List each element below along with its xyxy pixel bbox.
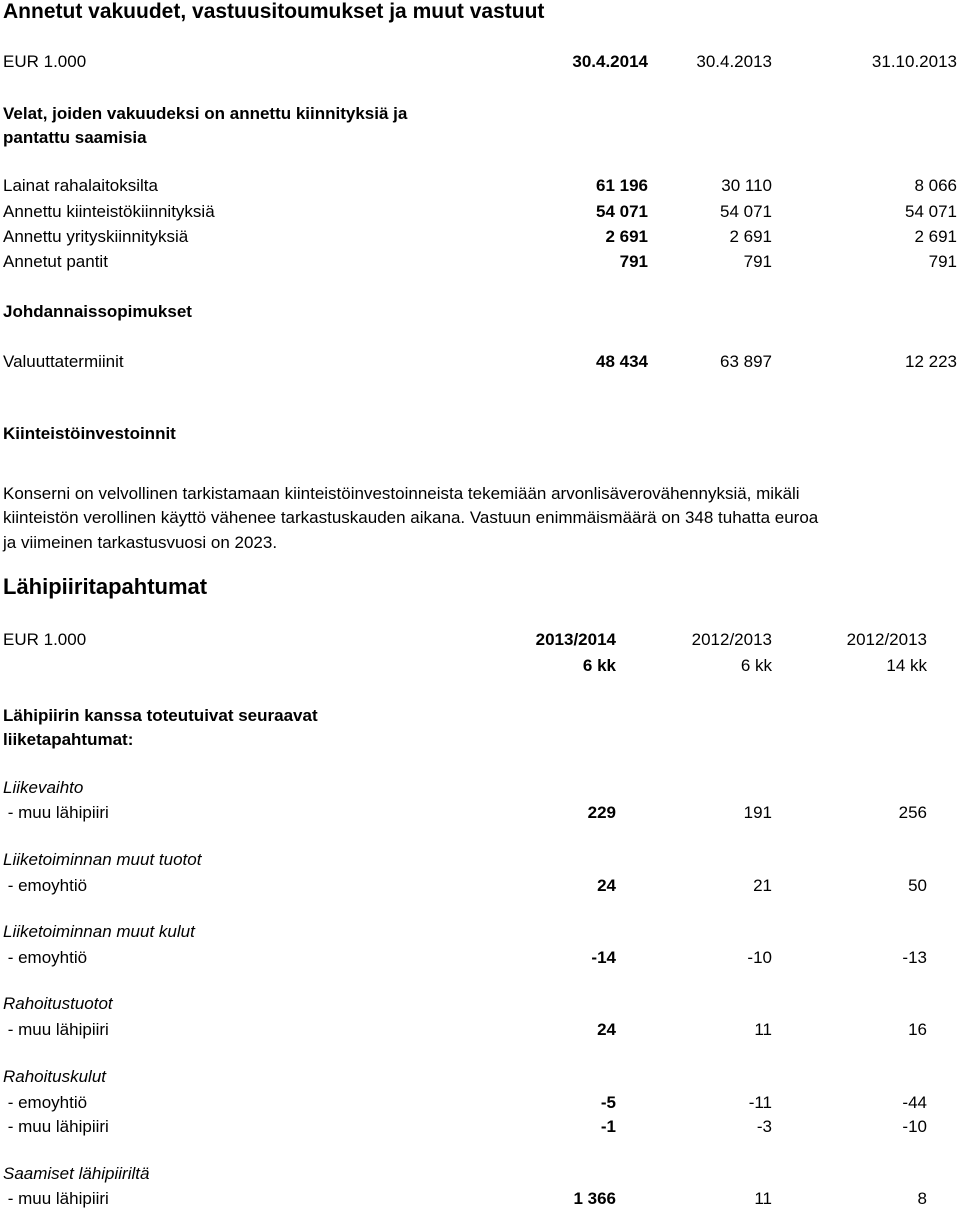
cell-value: 791 (619, 252, 648, 271)
cell-value: 24 (597, 1020, 616, 1039)
column-header-2: 30.4.2013 (696, 52, 772, 71)
cell-value: 54 071 (905, 202, 957, 221)
row-label: - muu lähipiiri (3, 1020, 109, 1039)
cell-value: 2 691 (729, 227, 772, 246)
cell-value: 63 897 (720, 352, 772, 371)
cell-value: -14 (591, 948, 616, 967)
cell-value: 54 071 (596, 202, 648, 221)
cell-value: 16 (908, 1020, 927, 1039)
cell-value: -5 (600, 1093, 616, 1112)
column-header-3: 2012/2013 (846, 630, 927, 649)
row-label: Annettu yrityskiinnityksiä (3, 227, 189, 246)
cell-value: 61 196 (596, 176, 648, 195)
cell-value: 48 434 (596, 352, 648, 371)
section-heading: pantattu saamisia (3, 128, 147, 147)
cell-value: -10 (902, 1117, 927, 1136)
column-header-1: 30.4.2014 (572, 52, 648, 71)
cell-value: 24 (597, 876, 616, 895)
cell-value: -10 (747, 948, 772, 967)
group-heading: Liikevaihto (3, 778, 84, 797)
row-label: Lainat rahalaitoksilta (3, 176, 158, 195)
row-label: - muu lähipiiri (3, 803, 109, 822)
group-heading: Rahoituskulut (3, 1067, 107, 1086)
section-heading: liiketapahtumat: (3, 730, 134, 749)
cell-value: 791 (928, 252, 957, 271)
column-header-1: 2013/2014 (535, 630, 616, 649)
cell-value: 2 691 (914, 227, 957, 246)
column-header-2: 2012/2013 (691, 630, 772, 649)
currency-label: EUR 1.000 (3, 630, 87, 649)
section-heading: Velat, joiden vakuudeksi on annettu kiinnityksiä ja (3, 104, 408, 123)
cell-value: 11 (754, 1189, 772, 1208)
group-heading: Saamiset lähipiiriltä (3, 1164, 150, 1183)
cell-value: 8 (917, 1189, 927, 1208)
paragraph-line: ja viimeinen tarkastusvuosi on 2023. (3, 533, 278, 552)
currency-label: EUR 1.000 (3, 52, 87, 71)
row-label: Annettu kiinteistökiinnityksiä (3, 202, 215, 221)
row-label: - emoyhtiö (3, 876, 88, 895)
cell-value: -11 (748, 1093, 772, 1112)
group-heading: Liiketoiminnan muut kulut (3, 922, 195, 941)
cell-value: 791 (743, 252, 772, 271)
cell-value: 12 223 (905, 352, 957, 371)
cell-value: -3 (756, 1117, 772, 1136)
group-heading: Liiketoiminnan muut tuotot (3, 850, 202, 869)
period-header-3: 14 kk (886, 656, 927, 675)
page-title: Annetut vakuudet, vastuusitoumukset ja muut vastuut (3, 0, 545, 23)
row-label: Annetut pantit (3, 252, 108, 271)
section-title: Lähipiiritapahtumat (3, 574, 208, 599)
cell-value: 54 071 (720, 202, 772, 221)
row-label: - muu lähipiiri (3, 1117, 109, 1136)
row-label: - emoyhtiö (3, 948, 88, 967)
cell-value: -1 (600, 1117, 616, 1136)
cell-value: 11 (754, 1020, 772, 1039)
cell-value: 191 (743, 803, 772, 822)
group-heading: Rahoitustuotot (3, 994, 113, 1013)
cell-value: 229 (587, 803, 616, 822)
cell-value: 256 (898, 803, 927, 822)
column-header-3: 31.10.2013 (871, 52, 957, 71)
cell-value: 2 691 (605, 227, 648, 246)
cell-value: 8 066 (914, 176, 957, 195)
cell-value: -44 (902, 1093, 927, 1112)
section-heading: Kiinteistöinvestoinnit (3, 424, 176, 443)
cell-value: 50 (908, 876, 927, 895)
period-header-2: 6 kk (740, 656, 772, 675)
section-heading: Johdannaissopimukset (3, 302, 192, 321)
paragraph-line: kiinteistön verollinen käyttö vähenee tarkastuskauden aikana. Vastuun enimmäismäärä on 348 tuhatta euroa (3, 508, 819, 527)
cell-value: 1 366 (573, 1189, 616, 1208)
cell-value: -13 (902, 948, 927, 967)
row-label: - emoyhtiö (3, 1093, 88, 1112)
cell-value: 30 110 (721, 176, 772, 195)
paragraph-line: Konserni on velvollinen tarkistamaan kiinteistöinvestoinneista tekemiään arvonlisäverovähennyksiä, mikäli (3, 484, 800, 503)
cell-value: 21 (753, 876, 772, 895)
row-label: Valuuttatermiinit (3, 352, 124, 371)
period-header-1: 6 kk (582, 656, 616, 675)
section-heading: Lähipiirin kanssa toteutuivat seuraavat (3, 706, 318, 725)
row-label: - muu lähipiiri (3, 1189, 109, 1208)
